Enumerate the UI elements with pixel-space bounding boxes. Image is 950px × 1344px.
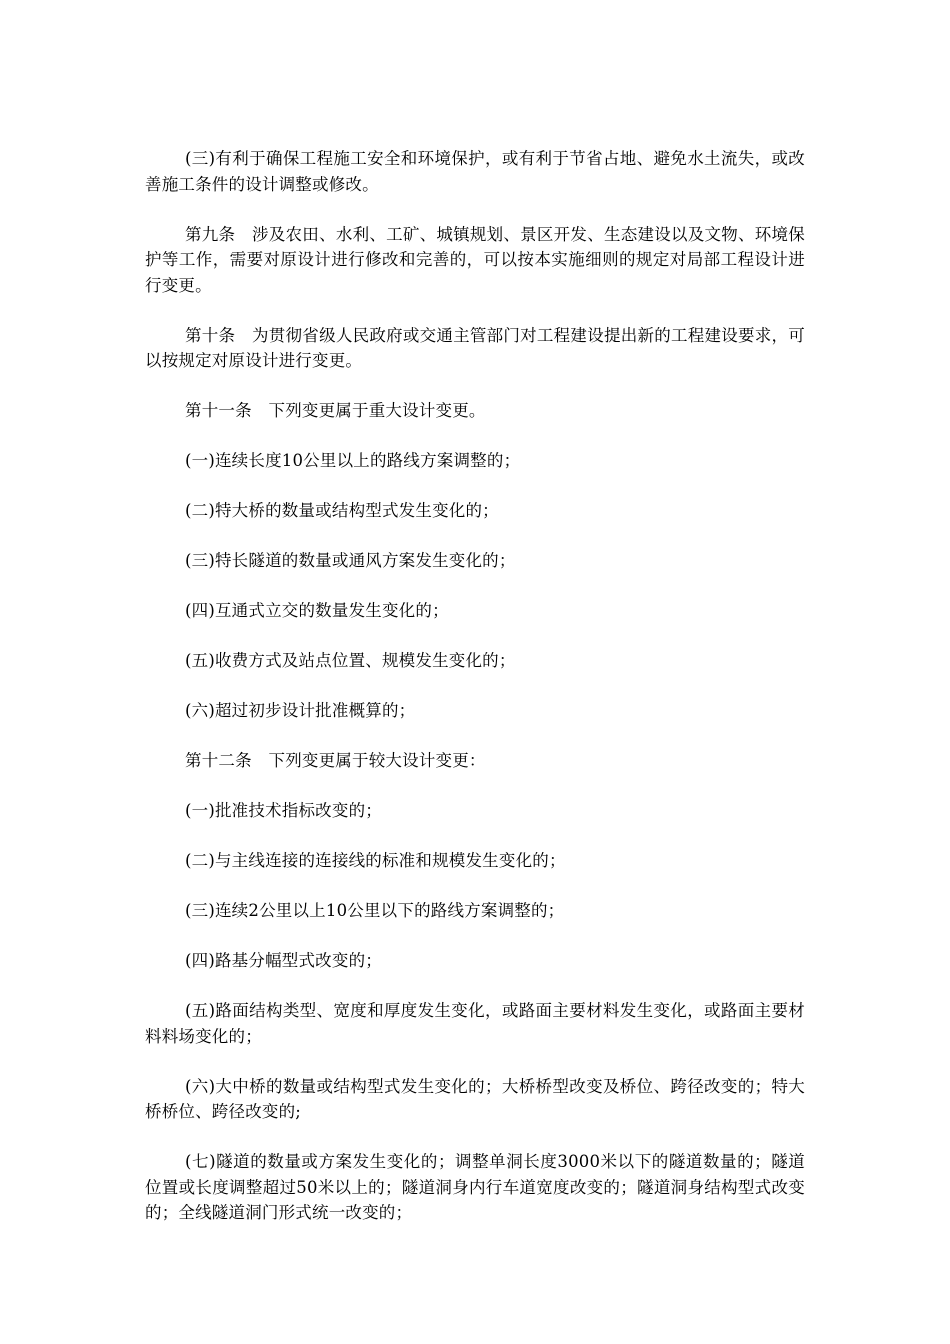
paragraph-12-item-6: (六)大中桥的数量或结构型式发生变化的；大桥桥型改变及桥位、跨径改变的；特大桥桥位、跨径改变的; xyxy=(145,1076,805,1121)
paragraph-11-item-6: (六)超过初步设计批准概算的； xyxy=(185,701,416,720)
paragraph-11-item-5: (五)收费方式及站点位置、规模发生变化的； xyxy=(185,651,516,670)
paragraph-11-item-1: (一)连续长度10公里以上的路线方案调整的； xyxy=(185,451,521,470)
paragraph-11-item-2: (二)特大桥的数量或结构型式发生变化的； xyxy=(185,501,499,520)
paragraph-11-item-4: (四)互通式立交的数量发生变化的； xyxy=(185,601,449,620)
paragraph-san-safety: (三)有利于确保工程施工安全和环境保护，或有利于节省占地、避免水土流失，或改善施工条件的设计调整或修改。 xyxy=(145,149,805,194)
paragraph-12-item-2: (二)与主线连接的连接线的标准和规模发生变化的； xyxy=(185,851,566,870)
paragraph-article-10: 第十条 为贯彻省级人民政府或交通主管部门对工程建设提出新的工程建设要求，可以按规定对原设计进行变更。 xyxy=(145,325,805,370)
paragraph-12-item-5: (五)路面结构类型、宽度和厚度发生变化，或路面主要材料发生变化，或路面主要材料料场变化的； xyxy=(145,1001,805,1046)
paragraph-12-item-7: (七)隧道的数量或方案发生变化的；调整单洞长度3000米以下的隧道数量的；隧道位置或长度调整超过50米以上的；隧道洞身内行车道宽度改变的；隧道洞身结构型式改变的；全线隧道洞门形式统一改变的； xyxy=(145,1152,805,1222)
paragraph-article-11: 第十一条 下列变更属于重大设计变更。 xyxy=(185,401,486,420)
paragraph-12-item-3: (三)连续2公里以上10公里以下的路线方案调整的； xyxy=(185,901,565,920)
paragraph-article-9: 第九条 涉及农田、水利、工矿、城镇规划、景区开发、生态建设以及文物、环境保护等工作，需要对原设计进行修改和完善的，可以按本实施细则的规定对局部工程设计进行变更。 xyxy=(145,224,805,295)
document-body xyxy=(145,146,805,1250)
paragraph-12-item-1: (一)批准技术指标改变的； xyxy=(185,801,382,820)
paragraph-article-12: 第十二条 下列变更属于较大设计变更： xyxy=(185,751,486,770)
paragraph-11-item-3: (三)特长隧道的数量或通风方案发生变化的； xyxy=(185,551,516,570)
paragraph-12-item-4: (四)路基分幅型式改变的； xyxy=(185,951,382,970)
